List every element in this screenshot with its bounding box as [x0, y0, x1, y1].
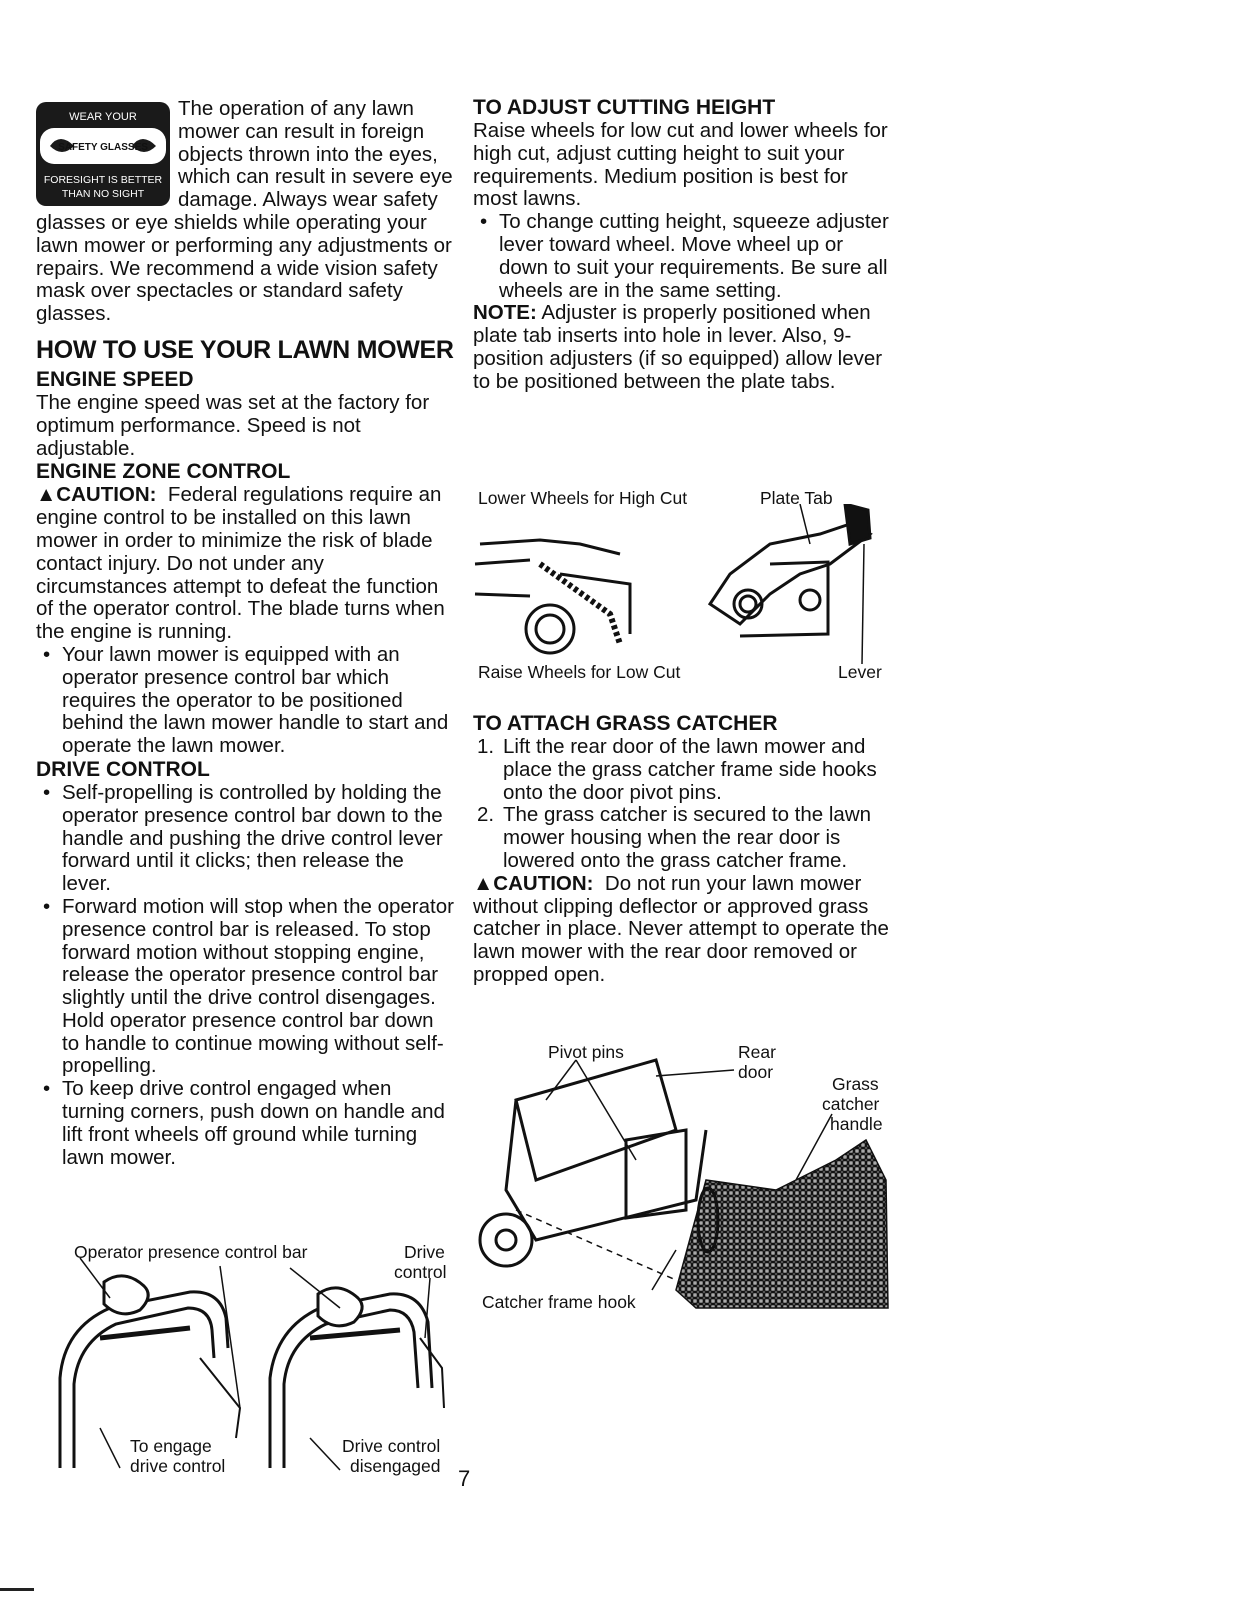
badge-line-4: THAN NO SIGHT [61, 188, 145, 200]
badge-line-3: FORESIGHT IS BETTER [43, 174, 163, 186]
note-paragraph: NOTE: Adjuster is properly positioned when plate tab inserts into hole in lever. Also, 9-position adjusters (if so equipped) allow lever to be positioned between the plate tabs. [473, 301, 883, 393]
drive-bullet: • Self-propelling is controlled by holding the operator presence control bar down to the handle and pushing the drive control lever forward until it clicks; then release the lever. [36, 782, 454, 896]
right-column [473, 96, 893, 394]
label-grass: Grass [832, 1074, 879, 1094]
drive-bullet: • Forward motion will stop when the operator presence control bar is released. To stop forward motion without stopping engine, release the operator presence control bar slightly until the drive control disengages. Hold operator presence control bar down to handle to continue mowing without self-propelling. [36, 896, 454, 1078]
cutting-height-title: TO ADJUST CUTTING HEIGHT [473, 96, 776, 119]
cutting-height-bullet: • To change cutting height, squeeze adjuster lever toward wheel. Move wheel up or down to suit your requirements. Be sure all wheels are in the same setting. [473, 211, 893, 302]
warning-triangle-icon: ▲ [473, 871, 494, 895]
drive-control-title: DRIVE CONTROL [36, 757, 210, 781]
label-handle: handle [830, 1114, 883, 1134]
zone-bullet: • Your lawn mower is equipped with an operator presence control bar which requires the operator to be positioned behind the lawn mower handle to start and operate the lawn mower. [36, 644, 454, 758]
page-number: 7 [458, 1466, 471, 1491]
label-raise-wheels: Raise Wheels for Low Cut [478, 662, 681, 682]
label-to-engage: To engage [130, 1436, 212, 1456]
left-column [36, 98, 454, 1169]
label-catcher-frame-hook: Catcher frame hook [482, 1292, 636, 1312]
cutting-height-illustration [470, 504, 890, 664]
badge-line-2: SAFETY GLASSES [58, 142, 148, 153]
label-drive: Drive [404, 1242, 445, 1262]
caution-label: ▲CAUTION: [36, 483, 157, 507]
drive-bullet: • To keep drive control engaged when turning corners, push down on handle and lift front wheels off ground while turning lawn mower. [36, 1078, 454, 1169]
engine-zone-title: ENGINE ZONE CONTROL [36, 460, 291, 484]
grass-catcher-illustration [476, 1040, 892, 1312]
label-catcher: catcher [822, 1094, 880, 1114]
label-lever: Lever [838, 662, 882, 682]
label-rear: Rear [738, 1042, 776, 1062]
safety-glasses-badge [36, 102, 170, 206]
badge-line-1: WEAR YOUR [69, 111, 137, 123]
corner-mark [0, 1588, 34, 1591]
engine-speed-text: The engine speed was set at the factory for optimum performance. Speed is not adjustable. [36, 390, 430, 460]
engine-speed-title: ENGINE SPEED [36, 367, 194, 391]
cutting-height-text: Raise wheels for low cut and lower wheels for high cut, adjust cutting height to suit your requirements. Medium position is best for most lawns. [473, 119, 888, 211]
catcher-step-1: 1. Lift the rear door of the lawn mower and place the grass catcher frame side hooks onto the door pivot pins. [477, 735, 877, 804]
label-operator-bar: Operator presence control bar [74, 1242, 308, 1262]
caution-paragraph: ▲CAUTION: Federal regulations require an engine control to be installed on this lawn mower in order to minimize the risk of blade contact injury. Do not under any circumstances attempt to defeat the function of the operator control. The blade turns when the engine is running. [36, 483, 445, 644]
label-plate-tab: Plate Tab [760, 488, 833, 508]
label-lower-wheels: Lower Wheels for High Cut [478, 488, 688, 508]
label-pivot-pins: Pivot pins [548, 1042, 624, 1062]
grass-catcher-section [473, 712, 893, 987]
label-drive-control-disengaged-1: Drive control [342, 1436, 441, 1456]
grass-catcher-title: TO ATTACH GRASS CATCHER [473, 712, 778, 735]
catcher-step-2: 2. The grass catcher is secured to the lawn mower housing when the rear door is lowered onto the grass catcher frame. [477, 803, 872, 872]
warning-triangle-icon: ▲ [36, 483, 57, 507]
safety-intro: The operation of any lawn mower can result in foreign objects thrown into the eyes, which can result in severe eye damage. Always wear safety glasses or eye shields while operating your lawn mower or performing any adjustments or repairs. We recommend a wide vision safety mask over spectacles or standard safety glasses. [36, 97, 453, 326]
caution-label-2: ▲CAUTION: [473, 871, 594, 895]
label-drive-control: drive control [130, 1456, 226, 1476]
caution-paragraph-2: ▲CAUTION: Do not run your lawn mower without clipping deflector or approved grass catcher in place. Never attempt to operate the lawn mower with the rear door removed or propped open. [473, 871, 889, 986]
section-heading: HOW TO USE YOUR LAWN MOWER [36, 335, 454, 364]
label-door: door [738, 1062, 774, 1082]
label-drive-control-disengaged-2: disengaged [350, 1456, 441, 1476]
label-control: control [394, 1262, 447, 1282]
